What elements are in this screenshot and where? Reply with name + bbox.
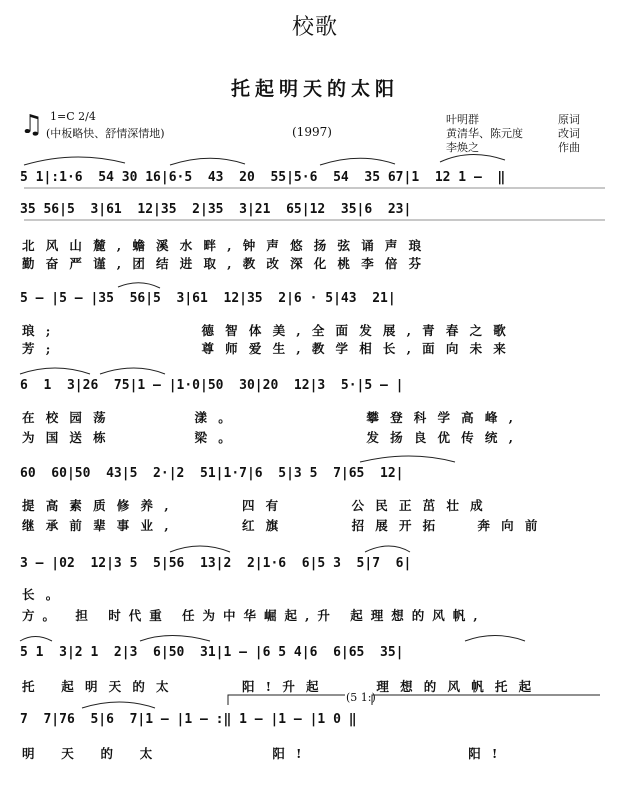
lyrics-row-3-verse-1: 琅; 德智体美,全面发展,青春之歌 xyxy=(22,323,517,338)
lyrics-row-7: 托 起明天的太 阳!升起 理想的风帆托起 xyxy=(22,679,543,694)
volta-2 xyxy=(372,695,600,705)
lyrics-row-5-verse-2: 继承前辈事业, 红旗 招展开拓 奔向前 xyxy=(22,518,549,533)
slur-row7-b xyxy=(140,636,210,642)
lyrics-row-2-verse-2: 勤奋严谨,团结进取,教改深化桃李倍芬 xyxy=(22,256,433,271)
credit-name-2: 黄清华、陈元度 xyxy=(446,127,523,140)
lyrics-row-4-verse-2: 为国送栋 梁。 发扬良优传统, xyxy=(22,430,525,445)
slur-row4-b xyxy=(100,368,165,374)
credit-role-3: 作曲 xyxy=(558,141,580,154)
composition-year: (1997) xyxy=(292,125,332,139)
credit-name-1: 叶明群 xyxy=(446,113,479,126)
lyrics-row-3-verse-2: 芳; 尊师爱生,教学相长,面向未来 xyxy=(22,341,517,356)
key-meter: 1=C 2/4 xyxy=(50,110,96,123)
slur-row4-a xyxy=(20,368,90,374)
notation-row-1: 5 1|:1·6 54 30 16|6·5 43 20 55|5·6 54 35 67|1 12 1 — ‖ xyxy=(20,170,506,185)
lyrics-row-6-verse-2: 方。 担 时代重 任为中华崛起,升 起理想的风帆, xyxy=(22,608,486,623)
credit-role-2: 改词 xyxy=(558,127,580,140)
slur-row6-a xyxy=(170,546,230,552)
slur-row1-d xyxy=(440,154,505,162)
volta-label: (5 1:) xyxy=(346,691,376,704)
notation-row-2: 35 56|5 3|61 12|35 2|35 3|21 65|12 35|6 23| xyxy=(20,202,412,217)
volta-1 xyxy=(228,695,345,705)
notation-row-8: 7 7|76 5|6 7|1 — |1 — :‖ 1 — |1 — |1 0 ‖ xyxy=(20,712,357,727)
page-title: 校歌 xyxy=(291,15,338,40)
credit-name-3: 李焕之 xyxy=(446,141,479,154)
song-title: 托起明天的太阳 xyxy=(230,78,399,100)
lyrics-row-6-verse-1: 长。 xyxy=(22,587,70,602)
credit-role-1: 原词 xyxy=(558,113,580,126)
notation-row-6: 3 — |02 12|3 5 5|56 13|2 2|1·6 6|5 3 5|7 6| xyxy=(20,556,412,571)
notation-row-7: 5 1 3|2 1 2|3 6|50 31|1 — |6 5 4|6 6|65 35| xyxy=(20,645,404,660)
notation-row-3: 5 — |5 — |35 56|5 3|61 12|35 2|6 · 5|43 21| xyxy=(20,291,396,306)
lyrics-row-5-verse-1: 提高素质修养, 四有 公民正茁壮成 xyxy=(22,498,494,513)
slur-row6-b xyxy=(365,546,410,552)
music-note-icon: ♫ xyxy=(20,110,44,140)
slur-row5 xyxy=(360,456,455,462)
slur-row3 xyxy=(118,283,160,288)
slur-row7-c xyxy=(465,636,525,642)
slur-row1-a xyxy=(24,157,125,165)
notation-row-4: 6 1 3|26 75|1 — |1·0|50 30|20 12|3 5·|5 — | xyxy=(20,378,404,393)
slur-row7-a xyxy=(20,637,52,642)
lyrics-row-2-verse-1: 北风山麓,蟾溪水畔,钟声悠扬弦诵声琅 xyxy=(22,238,433,253)
lyrics-row-8: 明 天 的 太 阳! 阳! xyxy=(22,746,509,761)
tempo-marking: (中板略快、舒情深情地) xyxy=(46,127,165,140)
slur-row8 xyxy=(82,702,155,708)
slur-row1-b xyxy=(170,158,245,165)
lyrics-row-4-verse-1: 在校园荡 漾。 攀登科学高峰, xyxy=(22,410,525,425)
notation-row-5: 60 60|50 43|5 2·|2 51|1·7|6 5|3 5 7|65 12| xyxy=(20,466,404,481)
slur-row1-c xyxy=(320,158,395,165)
